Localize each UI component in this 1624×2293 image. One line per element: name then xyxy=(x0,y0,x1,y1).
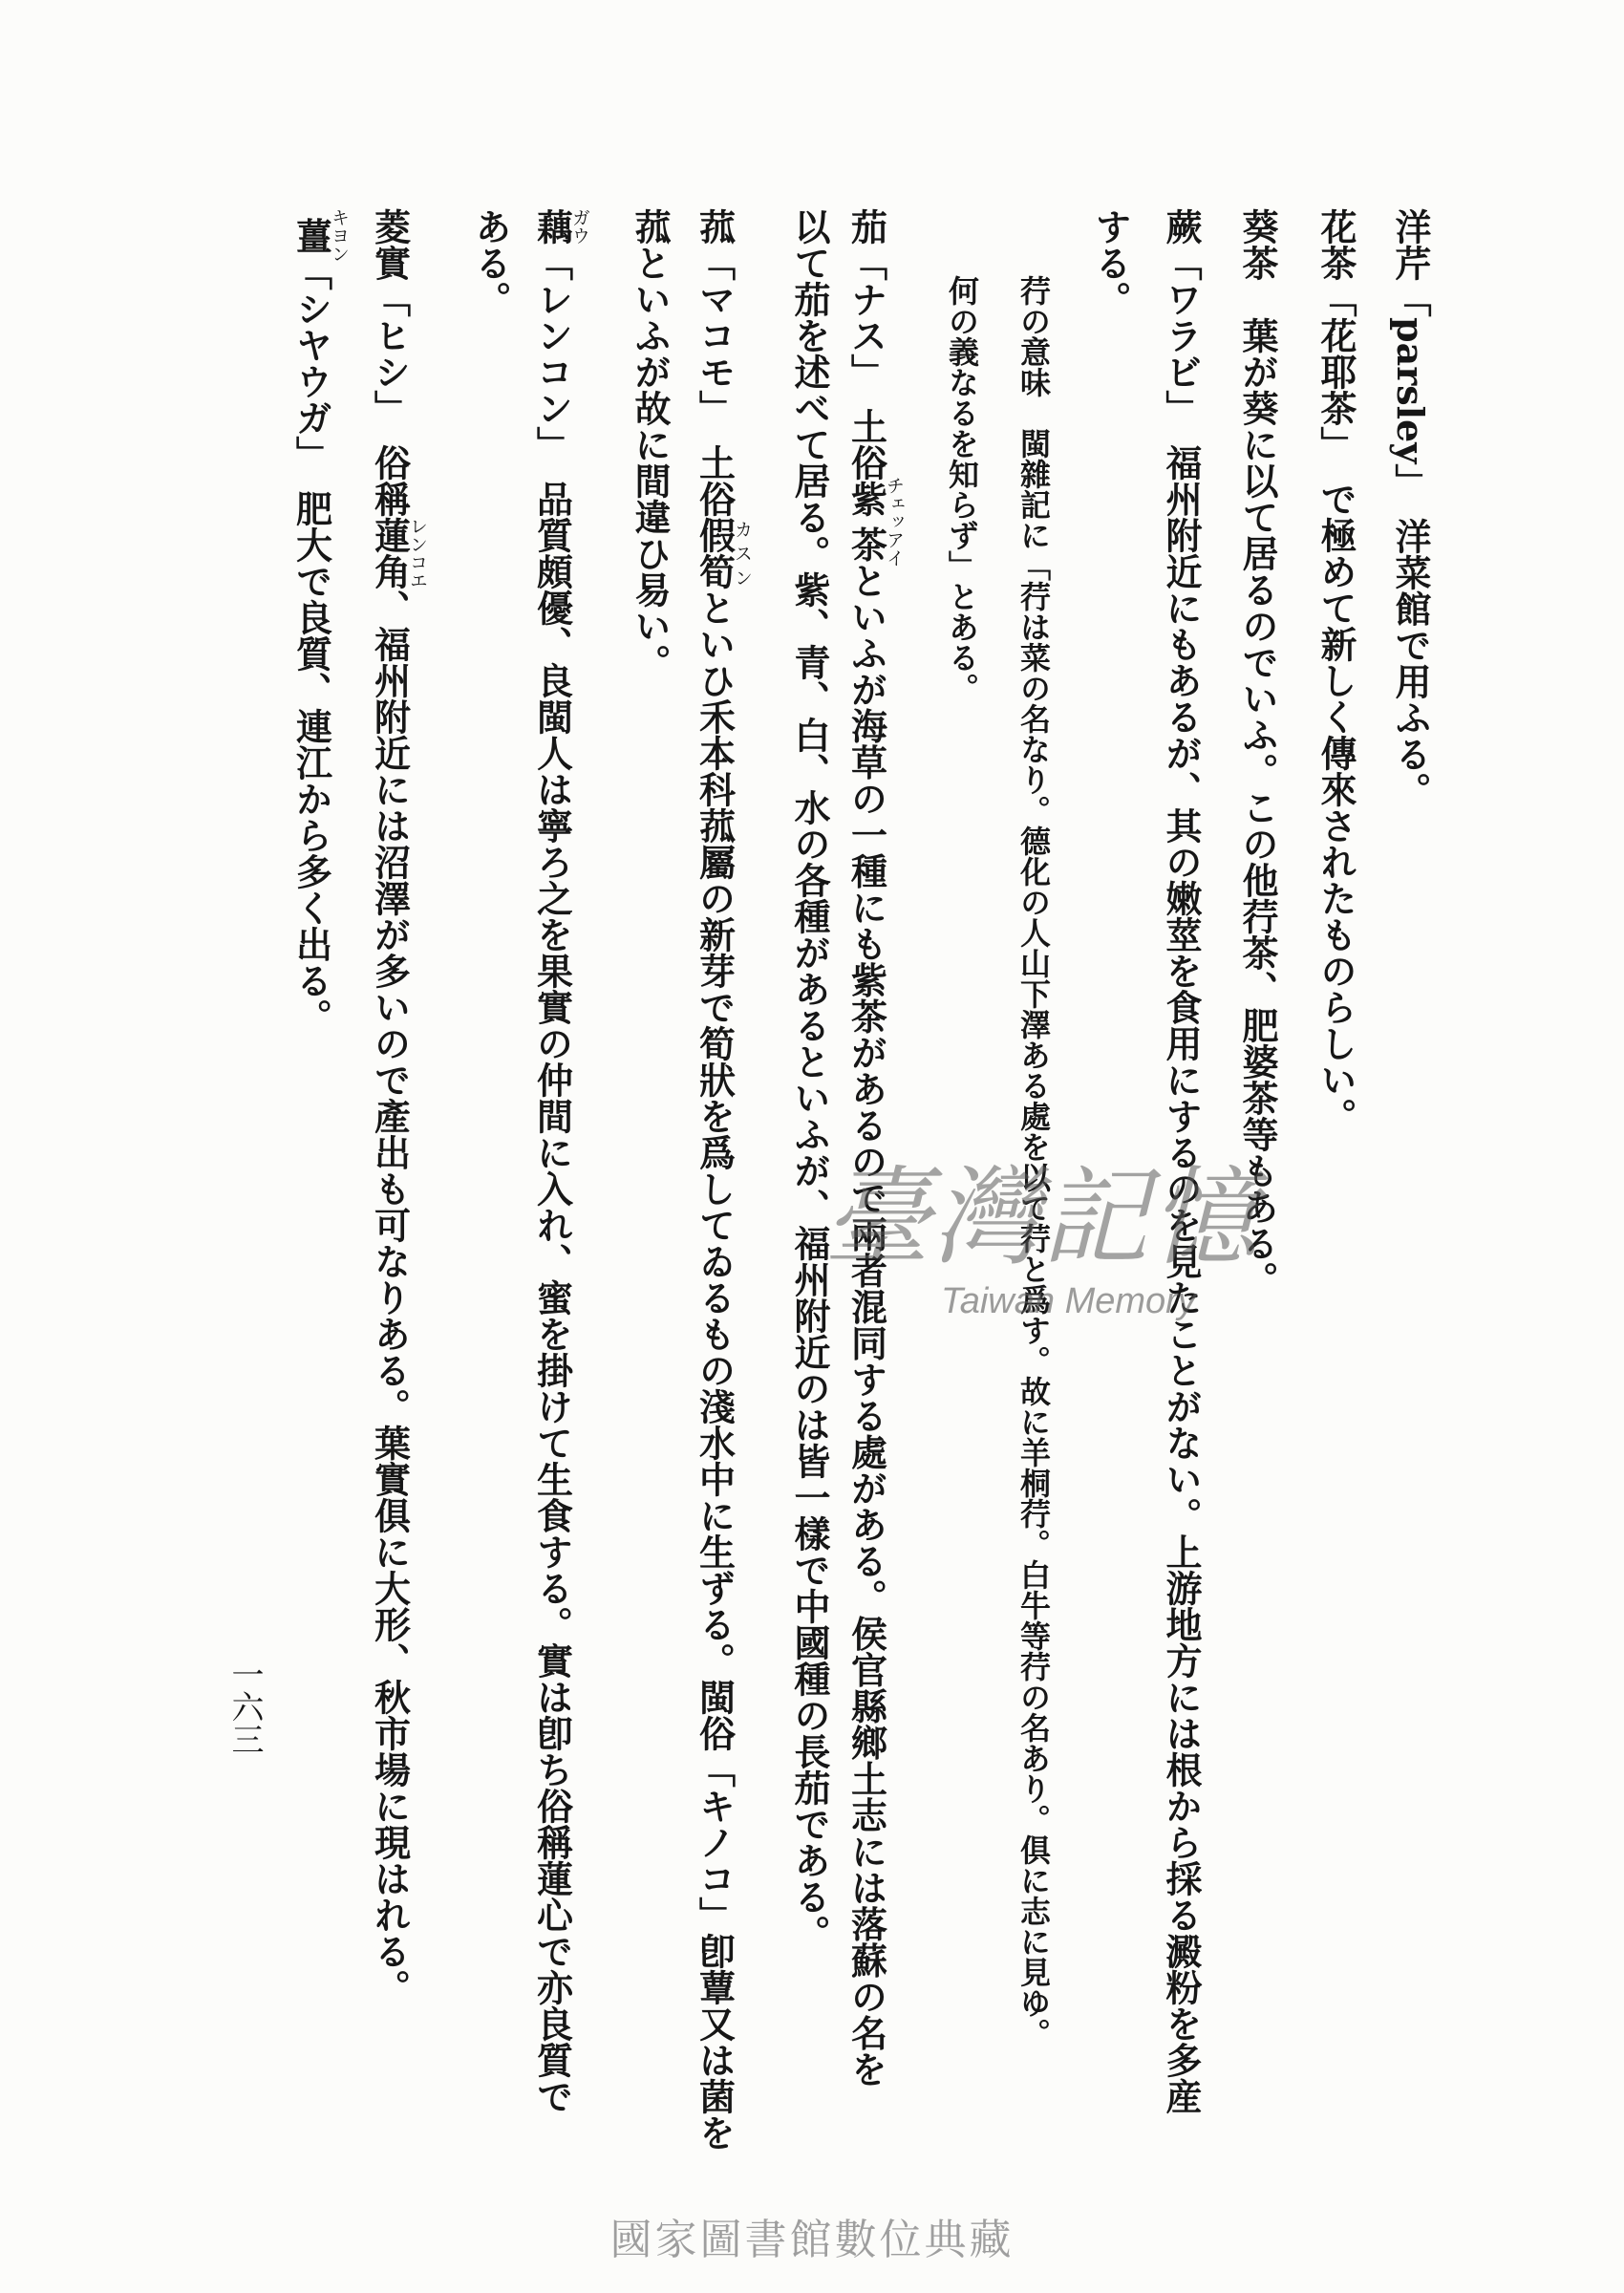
note-column-xing-meaning-continued xyxy=(943,275,981,703)
text-column-water-bamboo xyxy=(693,208,753,2151)
ruby-annotation xyxy=(368,517,428,589)
column-text: 花茶「花耶茶」 で極めて新しく傳來されたものらしい。 xyxy=(1314,208,1357,1134)
ruby-reading: キヨン xyxy=(329,208,350,263)
column-text: 菰といふが故に間違ひ易い。 xyxy=(629,208,672,680)
ruby-annotation xyxy=(530,208,590,245)
column-text: 「シヤウガ」 肥大で良質、連江から多く出る。 xyxy=(289,254,333,1035)
text-column-water-caltrop xyxy=(368,208,428,2005)
text-column-lotus-root xyxy=(530,208,590,2114)
column-text: 蕨「ワラビ」 福州附近にもあるが、其の嫩莖を食用にするのを見たことがない。上游地方には根から採る澱粉を多産 xyxy=(1160,208,1203,2114)
column-text: ある。 xyxy=(469,208,512,317)
ruby-base: 紫茶 xyxy=(844,476,888,568)
ruby-reading: カスン xyxy=(732,517,753,589)
column-text: 以て茄を述べて居る。紫、青、白、水の各種があるといふが、福州附近のは皆一樣で中國種の長茄である。 xyxy=(788,208,831,1951)
ruby-reading: チェッアイ xyxy=(884,476,905,568)
text-column-kuicai xyxy=(1236,208,1278,1297)
text-column-parsley xyxy=(1389,208,1431,808)
text-column-eggplant xyxy=(844,208,905,2088)
ruby-base: 蓮角 xyxy=(368,517,412,589)
column-text: といひ禾本科菰屬の新芽で筍狀を爲してゐるもの淺水中に生ずる。閩俗「キノコ」卽蕈又は菌を xyxy=(693,589,737,2151)
text-column-ginger xyxy=(289,208,350,1035)
watermark-title: 臺灣記憶 xyxy=(823,1156,1259,1280)
ruby-annotation xyxy=(289,208,350,263)
column-text: 茄「ナス」 土俗 xyxy=(844,208,888,481)
ruby-base: 假筍 xyxy=(693,517,737,589)
page-number: 一六三 xyxy=(225,1658,264,1755)
note-text: 荇の意味 閩雜記に「荇は菜の名なり。德化の人山下澤ある處を以て荇と爲す。故に羊桐荇。白牛等荇の名あり。俱に志に見ゆ。 xyxy=(1015,275,1052,2048)
ruby-base: 藕 xyxy=(530,208,574,245)
watermark-subtitle: Taiwan Memory xyxy=(941,1281,1196,1321)
text-column-eggplant-continued xyxy=(788,208,830,1951)
text-column-lotus-root-continued xyxy=(469,208,511,317)
column-text: 洋芹「parsley」 洋菜館で用ふる。 xyxy=(1389,208,1432,809)
column-text: 菰「マコモ」 土俗 xyxy=(693,208,737,517)
ruby-annotation xyxy=(844,476,905,568)
ruby-reading: ガウ xyxy=(569,208,590,245)
ruby-annotation xyxy=(693,517,753,589)
ruby-reading: レンコエ xyxy=(407,517,428,589)
column-text: 菱實「ヒシ」 俗稱 xyxy=(368,208,412,517)
text-column-water-bamboo-continued xyxy=(629,208,671,680)
ruby-base: 薑 xyxy=(289,208,333,263)
column-text: 、福州附近には沼澤が多いので產出も可なりある。葉實俱に大形、秋市場に現はれる。 xyxy=(368,589,412,2005)
note-text: 何の義なるを知らず」とある。 xyxy=(944,275,980,703)
text-column-cauliflower xyxy=(1314,208,1357,1134)
footer-collection-label: 國家圖書館數位典藏 xyxy=(609,2216,1015,2264)
column-text: 「レンコン」 品質頗優、良閩人は寧ろ之を果實の仲間に入れ、蜜を掛けて生食する。實は卽ち俗稱蓮心で亦良質で xyxy=(530,245,574,2114)
column-text: する。 xyxy=(1089,208,1132,317)
text-column-bracken-continued xyxy=(1089,208,1131,317)
column-text: 葵茶 葉が葵に以て居るのでいふ。この他荇茶、肥婆茶等もある。 xyxy=(1236,208,1279,1297)
column-text: といふが海草の一種にも紫茶があるので兩者混同する處がある。侯官縣鄉土志には落蘇の名を xyxy=(844,562,888,2088)
